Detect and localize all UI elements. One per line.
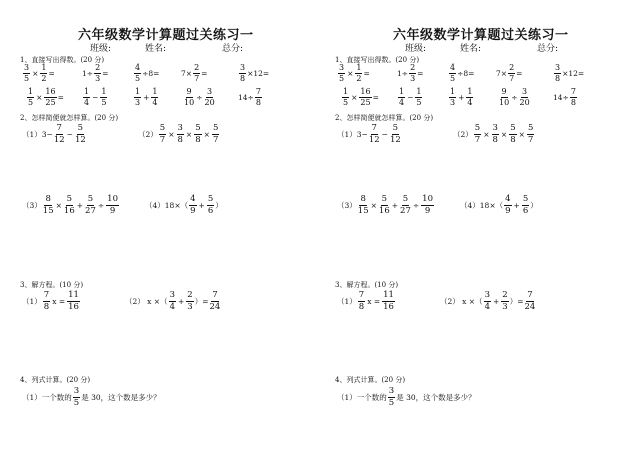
section-4-heading: 4、列式计算。(20 分) — [20, 376, 91, 384]
section-2-heading: 2、怎样简便就怎样算。(20 分) — [335, 114, 434, 122]
sheet-title: 六年级数学计算题过关练习一 — [78, 28, 254, 43]
section-3-heading: 3、解方程。(10 分) — [335, 281, 399, 289]
problem-3-1: （1） 7 8 x = $\frac{11}{16}$ — [337, 290, 394, 312]
problem-2-2: （2） $\frac{5}{7}$ × $\frac{3}{8}$ × $\frac{5}{8}$ × $\frac{5}{7}$ — [138, 123, 219, 145]
problem-3-2: （2） x ×（ 3 4 + $\frac{2}{3}$ ）= $\frac{7}{24}$ — [440, 290, 536, 312]
worksheet-left — [0, 0, 310, 453]
problem-r1c5: $\frac{3}{8}$ ×12= — [555, 63, 585, 83]
problem-r1c2: 1÷ $\frac{2}{3}$ = — [82, 63, 109, 83]
worksheet-right — [315, 0, 625, 453]
problem-4-1: （1）一个数的 3 5 是 30，这个数是多少？ — [337, 386, 476, 408]
problem-r1c4: 7× $\frac{2}{7}$ = — [181, 63, 208, 83]
problem-r2c3: 1 3 + $\frac{1}{4}$ — [135, 87, 158, 107]
problem-r1c1: $\frac{3}{5}$ × $\frac{1}{2}$ = — [339, 63, 370, 83]
problem-r1c3: $\frac{4}{5}$ ÷8= — [450, 63, 475, 83]
problem-r1c4: 7× $\frac{2}{7}$ = — [496, 63, 523, 83]
problem-2-4: （4）18×（ 4 9 + $\frac{5}{6}$ ） — [145, 194, 223, 216]
problem-4-1: （1）一个数的 3 5 是 30，这个数是多少？ — [22, 386, 161, 408]
problem-r1c5: $\frac{3}{8}$ ×12= — [240, 63, 270, 83]
problem-2-3: （3） $\frac{8}{15}$ × $\frac{5}{16}$ + $\frac{5}{27}$ ÷ $\frac{10}{9}$ — [337, 194, 433, 216]
score-label: 总分: — [537, 44, 559, 54]
class-label: 班级: — [90, 44, 112, 54]
problem-r2c2: 1 4 − $\frac{1}{5}$ — [399, 87, 422, 107]
problem-r2c5: 14÷ $\frac{7}{8}$ — [553, 87, 576, 107]
problem-2-3: （3） $\frac{8}{15}$ × $\frac{5}{16}$ + $\frac{5}{27}$ ÷ $\frac{10}{9}$ — [22, 194, 118, 216]
problem-r2c4: $\frac{9}{10}$ ÷ $\frac{3}{20}$ — [184, 87, 215, 107]
sheet-title: 六年级数学计算题过关练习一 — [393, 28, 569, 43]
section-1-heading: 1、直接写出得数。(20 分) — [20, 56, 105, 64]
section-2-heading: 2、怎样简便就怎样算。(20 分) — [20, 114, 119, 122]
score-label: 总分: — [222, 44, 244, 54]
problem-r2c1: $\frac{1}{5}$ × $\frac{16}{25}$ = — [28, 87, 64, 107]
problem-2-1: （1）3− $\frac{7}{12}$ − $\frac{5}{12}$ — [22, 123, 86, 145]
section-1-heading: 1、直接写出得数。(20 分) — [335, 56, 420, 64]
class-label: 班级: — [405, 44, 427, 54]
section-3-heading: 3、解方程。(10 分) — [20, 281, 84, 289]
problem-r1c3: $\frac{4}{5}$ ÷8= — [135, 63, 160, 83]
name-label: 姓名: — [145, 44, 167, 54]
problem-2-4: （4）18×（ 4 9 + $\frac{5}{6}$ ） — [460, 194, 538, 216]
problem-2-2: （2） $\frac{5}{7}$ × $\frac{3}{8}$ × $\frac{5}{8}$ × $\frac{5}{7}$ — [453, 123, 534, 145]
problem-r1c1: $\frac{3}{5}$ × $\frac{1}{2}$ = — [24, 63, 55, 83]
problem-2-1: （1）3− $\frac{7}{12}$ − $\frac{5}{12}$ — [337, 123, 401, 145]
problem-r2c5: 14÷ $\frac{7}{8}$ — [238, 87, 261, 107]
problem-r2c4: $\frac{9}{10}$ ÷ $\frac{3}{20}$ — [499, 87, 530, 107]
section-4-heading: 4、列式计算。(20 分) — [335, 376, 406, 384]
problem-3-2: （2） x ×（ 3 4 + $\frac{2}{3}$ ）= $\frac{7}{24}$ — [125, 290, 221, 312]
problem-3-1: （1） 7 8 x = $\frac{11}{16}$ — [22, 290, 79, 312]
problem-r1c2: 1÷ $\frac{2}{3}$ = — [397, 63, 424, 83]
problem-r2c2: 1 4 − $\frac{1}{5}$ — [84, 87, 107, 107]
problem-r2c1: $\frac{1}{5}$ × $\frac{16}{25}$ = — [343, 87, 379, 107]
problem-r2c3: 1 3 + $\frac{1}{4}$ — [450, 87, 473, 107]
name-label: 姓名: — [460, 44, 482, 54]
